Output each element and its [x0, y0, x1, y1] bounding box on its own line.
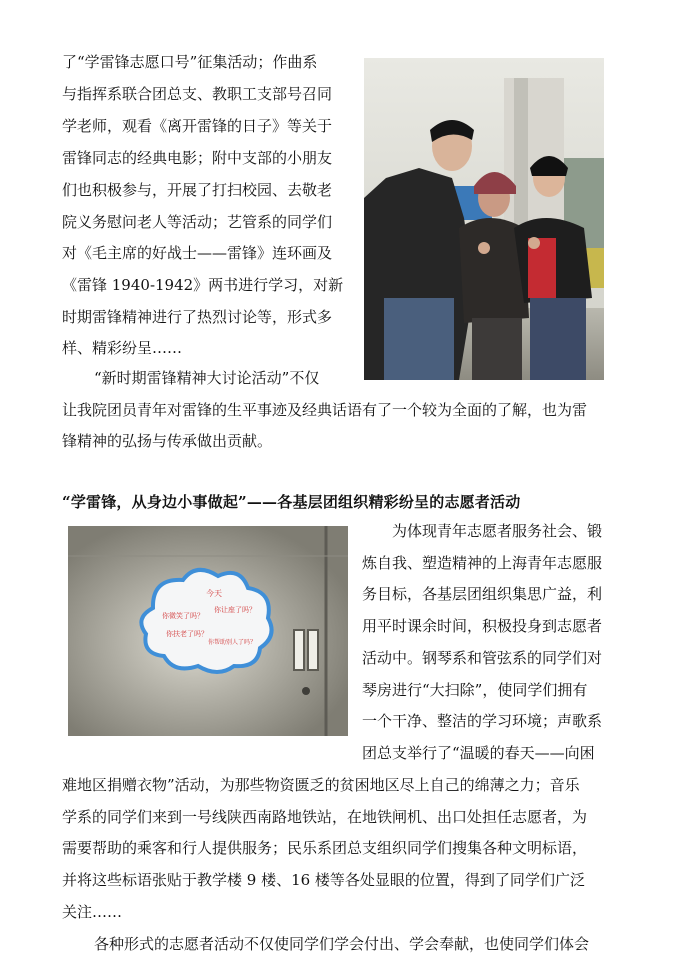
- text-line: 们也积极参与，开展了打扫校园、去敬老: [62, 181, 333, 199]
- text-line: 各种形式的志愿者活动不仅使同学们学会付出、学会奉献，也使同学们体会: [94, 935, 590, 953]
- volunteers-photo: [364, 58, 604, 380]
- sticker-line: 你微笑了吗？: [162, 612, 204, 620]
- text-line: 难地区捐赠衣物”活动，为那些物资匮乏的贫困地区尽上自己的绵薄之力；音乐: [62, 776, 580, 794]
- text-line: 时期雷锋精神进行了热烈讨论等，形式多: [62, 308, 333, 326]
- text-line: 与指挥系联合团总支、教职工支部号召同: [62, 85, 333, 103]
- text-line: 琴房进行“大扫除”，使同学们拥有: [362, 681, 588, 699]
- text-line: 并将这些标语张贴于教学楼 9 楼、16 楼等各处显眼的位置，得到了同学们广泛: [62, 871, 585, 889]
- text-line: 样、精彩纷呈……: [62, 339, 183, 357]
- volunteers-photo-image: [364, 58, 604, 380]
- sticker-line: 你扶老了吗？: [166, 630, 208, 638]
- text-line: 用平时课余时间，积极投身到志愿者: [362, 617, 603, 635]
- text-line: 学老师，观看《离开雷锋的日子》等关于: [62, 117, 333, 135]
- text-line: 关注……: [62, 903, 123, 921]
- text-line: 炼自我、塑造精神的上海青年志愿服: [362, 554, 603, 572]
- text-line: 活动中。钢琴系和管弦系的同学们对: [362, 649, 603, 667]
- text-line: 团总支举行了“温暖的春天——向困: [362, 744, 595, 762]
- text-line: 对《毛主席的好战士——雷锋》连环画及: [62, 244, 333, 262]
- section-heading: “学雷锋，从身边小事做起”——各基层团组织精彩纷呈的志愿者活动: [62, 493, 521, 511]
- text-line: 院义务慰问老人等活动；艺管系的同学们: [62, 213, 333, 231]
- text-line: 一个干净、整洁的学习环境；声歌系: [362, 712, 603, 730]
- sticker-line: 你让座了吗？: [214, 606, 256, 614]
- sticker-line: 你帮助别人了吗？: [208, 639, 257, 646]
- text-line: 需要帮助的乘客和行人提供服务；民乐系团总支组织同学们搜集各种文明标语，: [62, 839, 588, 857]
- sticker-photo: [68, 526, 348, 736]
- text-line: 雷锋同志的经典电影；附中支部的小朋友: [62, 149, 333, 167]
- text-line: 为体现青年志愿者服务社会、锻: [392, 522, 603, 540]
- text-line: “新时期雷锋精神大讨论活动”不仅: [94, 369, 320, 387]
- text-line: 学系的同学们来到一号线陕西南路地铁站，在地铁闸机、出口处担任志愿者，为: [62, 808, 588, 826]
- sticker-line: 今天: [206, 589, 222, 598]
- text-line: 了“学雷锋志愿口号”征集活动；作曲系: [62, 53, 318, 71]
- text-line: 务目标，各基层团组织集思广益，利: [362, 585, 603, 603]
- text-line: 让我院团员青年对雷锋的生平事迹及经典话语有了一个较为全面的了解，也为雷: [62, 401, 588, 419]
- sticker-photo-image: [68, 526, 348, 736]
- text-line: 锋精神的弘扬与传承做出贡献。: [62, 432, 273, 450]
- text-line: 《雷锋 1940-1942》两书进行学习，对新: [62, 276, 344, 294]
